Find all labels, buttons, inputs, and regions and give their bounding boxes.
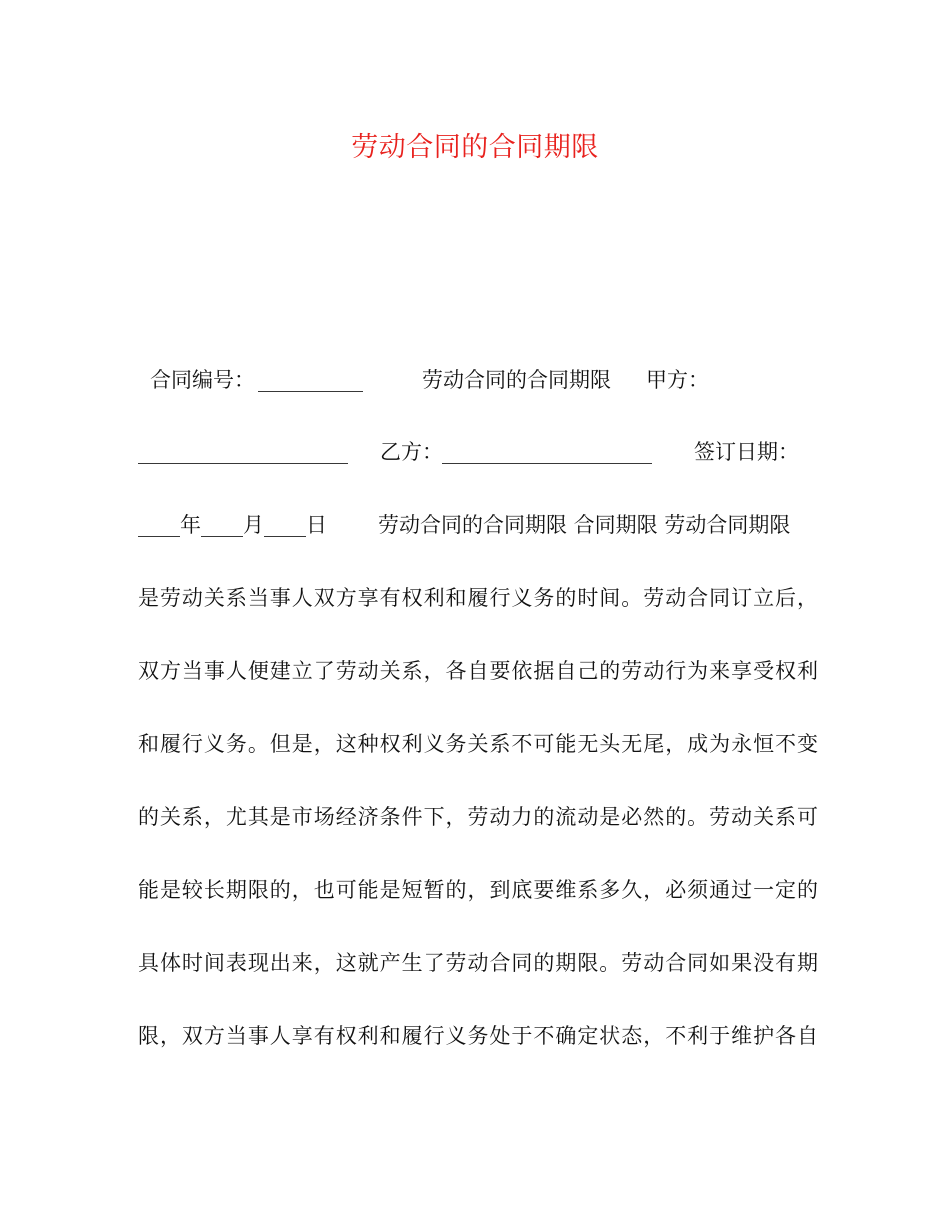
contract-no-label: 合同编号： <box>150 368 255 392</box>
document-title: 劳动合同的合同期限 <box>351 132 599 163</box>
party-b-blank: ____________________ <box>442 440 652 464</box>
party-a-label: 甲方： <box>646 368 709 392</box>
party-a-blank: ____________________ <box>138 440 348 464</box>
sign-date-blank: ____年____月____日 <box>138 513 327 537</box>
body-line-1: 是劳动关系当事人双方享有权利和履行义务的时间。劳动合同订立后， <box>138 586 818 610</box>
body-line-6: 具体时间表现出来，这就产生了劳动合同的期限。劳动合同如果没有期 <box>138 951 818 975</box>
document-name: 劳动合同的合同期限 <box>422 368 611 392</box>
header-line-1 <box>138 362 818 398</box>
intro-text: 劳动合同的合同期限 合同期限 劳动合同期限 <box>378 513 791 537</box>
party-b-label: 乙方： <box>380 440 443 464</box>
body-line-2: 双方当事人便建立了劳动关系，各自要依据自己的劳动行为来享受权利 <box>138 659 818 683</box>
body-line-5: 能是较长期限的，也可能是短暂的，到底要维系多久，必须通过一定的 <box>138 878 818 902</box>
body-line-4: 的关系，尤其是市场经济条件下，劳动力的流动是必然的。劳动关系可 <box>138 805 818 829</box>
contract-no-blank: __________ <box>258 368 363 392</box>
header-line-3 <box>138 507 818 543</box>
body-line-3: 和履行义务。但是，这种权利义务关系不可能无头无尾，成为永恒不变 <box>138 732 818 756</box>
header-line-2 <box>138 434 818 470</box>
body-line-7: 限，双方当事人享有权利和履行义务处于不确定状态，不利于维护各自 <box>138 1024 818 1048</box>
sign-date-label: 签订日期： <box>694 440 799 464</box>
